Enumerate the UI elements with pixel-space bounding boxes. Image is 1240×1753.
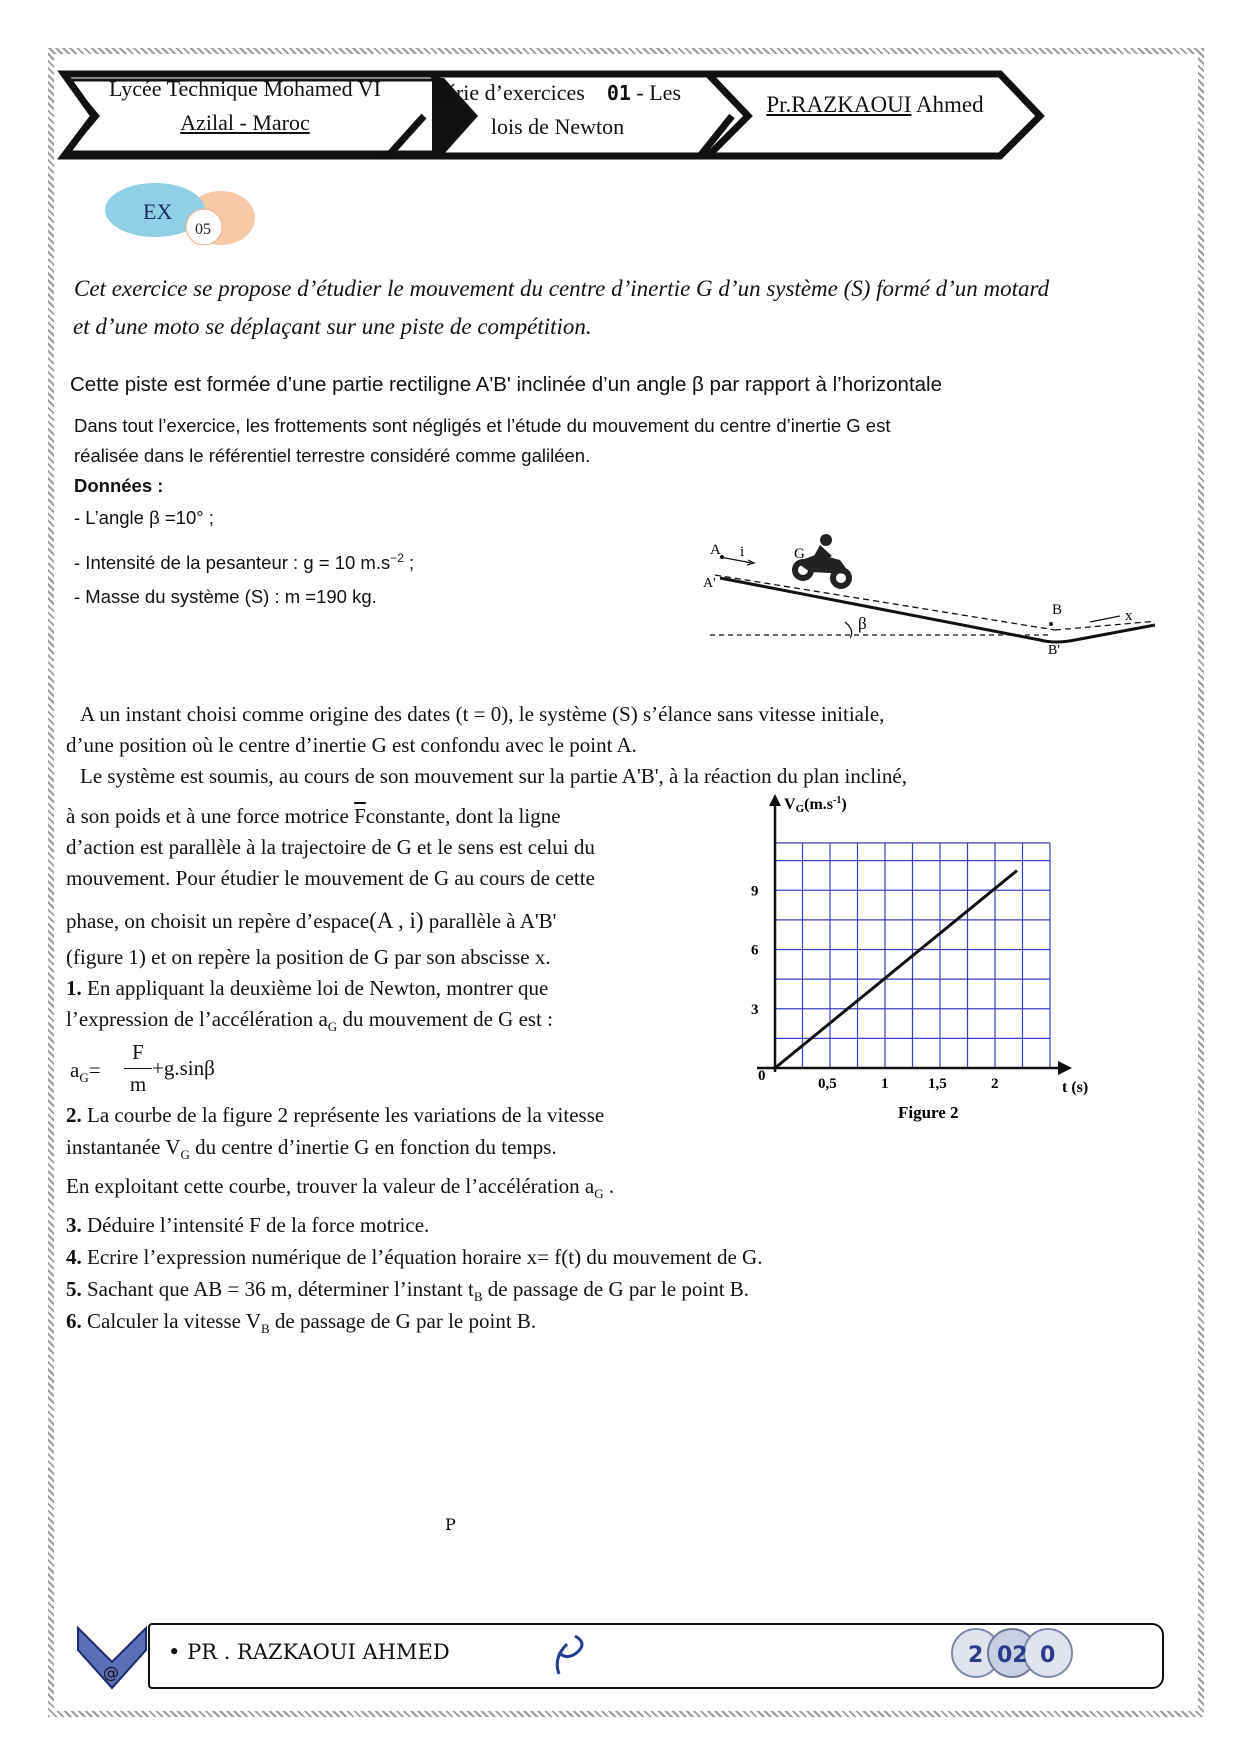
q1-sub: G bbox=[327, 1019, 338, 1035]
gravity-label: - Intensité de la pesanteur : g = 10 m.s bbox=[74, 552, 391, 574]
chart-origin: 0 bbox=[758, 1068, 766, 1084]
year-digit-3: 0 bbox=[1040, 1643, 1056, 1668]
assumptions-line1: Dans tout l’exercice, les frottements sont négligés et l’étude du mouvement du centre d’inertie G est bbox=[74, 415, 891, 436]
body-p2-line3: d’action est parallèle à la trajectoire de G et le sens est celui du bbox=[66, 835, 595, 859]
label-G: G bbox=[794, 546, 805, 562]
school-sep: - bbox=[234, 110, 253, 135]
intro-paragraph bbox=[74, 270, 1194, 346]
label-beta: β bbox=[858, 614, 867, 633]
question-3 bbox=[66, 1211, 429, 1239]
body-p2-line5 bbox=[66, 907, 556, 935]
p2-text-a: à son poids et à une force motrice bbox=[66, 804, 355, 828]
footer-at-symbol: @ bbox=[103, 1663, 119, 1682]
formula-denominator: m bbox=[129, 1072, 147, 1096]
repere-A-i: (A , i) bbox=[369, 908, 424, 933]
intro-line1: Cet exercice se propose d’étudier le mouvement du centre d’inertie G d’un système (S) formé d’un motard bbox=[74, 276, 1050, 301]
teacher-prefix: Pr.RAZKAOUI bbox=[766, 92, 912, 117]
formula-a-sub: G bbox=[79, 1070, 89, 1086]
question-2-line2 bbox=[66, 1133, 557, 1169]
formula-eq: = bbox=[88, 1058, 101, 1082]
data-title: Données : bbox=[74, 475, 164, 496]
intro-line2: et d’une moto se déplaçant sur une piste de compétition. bbox=[73, 314, 592, 339]
q1-text: En appliquant la deuxième loi de Newton, montrer que bbox=[81, 976, 549, 1000]
x-tick-label: 2 bbox=[991, 1076, 999, 1092]
chart-ylabel bbox=[784, 795, 847, 815]
x-tick-label: 1 bbox=[881, 1076, 889, 1092]
y-tick-label: 3 bbox=[751, 1001, 759, 1018]
ylabel-close: ) bbox=[841, 796, 847, 813]
y-axis-arrow bbox=[769, 794, 781, 806]
label-A-prime: A' bbox=[703, 576, 716, 591]
q2-line3-b: . bbox=[603, 1174, 615, 1198]
y-tick-label: 6 bbox=[751, 942, 759, 959]
formula-rest: +g.sinβ bbox=[152, 1056, 215, 1080]
series-block bbox=[420, 76, 695, 144]
track-description: Cette piste est formée d’une partie rectiligne A'B' inclinée d’un angle β par rapport à l’horizontale bbox=[70, 373, 943, 396]
footer-bullet: • bbox=[168, 1640, 181, 1664]
q6-text-a: Calculer la vitesse V bbox=[81, 1309, 261, 1333]
question-4 bbox=[66, 1243, 762, 1271]
q1-number: 1. bbox=[66, 976, 82, 1000]
school-country: Maroc bbox=[252, 110, 310, 135]
school-block bbox=[100, 72, 390, 140]
q6-sub: B bbox=[260, 1321, 270, 1337]
force-vector-F: $\overline{F}$ bbox=[354, 804, 366, 828]
year-digit-2: 02 bbox=[997, 1643, 1028, 1668]
series-title: Série d’exercices bbox=[433, 80, 585, 105]
question-6 bbox=[66, 1307, 536, 1343]
q2-line3-sub: G bbox=[594, 1186, 604, 1202]
body-p2-line2 bbox=[66, 802, 561, 830]
q5-number: 5. bbox=[66, 1277, 82, 1301]
question-2-line1 bbox=[66, 1101, 604, 1129]
data-angle: - L’angle β =10° ; bbox=[74, 507, 214, 528]
y-tick-label: 9 bbox=[751, 883, 759, 900]
ylabel-exp: -1 bbox=[833, 795, 842, 806]
label-i: i bbox=[740, 544, 745, 560]
question-1-line2 bbox=[66, 1005, 553, 1041]
gravity-end: ; bbox=[403, 552, 415, 574]
badge-num: 05 bbox=[195, 221, 211, 238]
data-mass: - Masse du système (S) : m =190 kg. bbox=[74, 586, 377, 607]
question-2-line3 bbox=[66, 1172, 614, 1208]
q5-sub: B bbox=[473, 1289, 483, 1305]
footer-teacher-name: PR . RAZKAOUI AHMED bbox=[187, 1640, 450, 1664]
teacher-name: Ahmed bbox=[911, 92, 984, 117]
q6-number: 6. bbox=[66, 1309, 82, 1333]
ylabel-main: V bbox=[784, 796, 796, 813]
figure1-track bbox=[700, 530, 1160, 670]
q2-line3-a: En exploitant cette courbe, trouver la valeur de l’accélération a bbox=[66, 1174, 595, 1198]
footer-year-badges bbox=[950, 1620, 1090, 1686]
question-5 bbox=[66, 1275, 749, 1311]
label-x: x bbox=[1125, 608, 1133, 624]
data-gravity bbox=[74, 543, 414, 578]
p2-line5-b: parallèle à A'B' bbox=[423, 909, 557, 933]
body-p2-line6: (figure 1) et on repère la position de G par son abscisse x. bbox=[66, 945, 551, 969]
q2-text: La courbe de la figure 2 représente les variations de la vitesse bbox=[81, 1103, 605, 1127]
formula-numerator: F bbox=[132, 1040, 144, 1064]
q4-text: Ecrire l’expression numérique de l’équation horaire x= f(t) du mouvement de G. bbox=[81, 1245, 763, 1269]
footer-chevron-icon bbox=[76, 1622, 148, 1692]
x-tick-label: 1,5 bbox=[928, 1076, 947, 1092]
series-subtitle: lois de Newton bbox=[490, 114, 625, 139]
label-B: B bbox=[1052, 602, 1063, 618]
q3-number: 3. bbox=[66, 1213, 82, 1237]
chart-xlabel: t (s) bbox=[1062, 1079, 1089, 1096]
q2-sub: G bbox=[180, 1147, 190, 1163]
footer-logo-glyph: P bbox=[445, 1515, 456, 1534]
exercise-badge bbox=[105, 180, 255, 250]
q3-text: Déduire l’intensité F de la force motrice. bbox=[81, 1213, 430, 1237]
teacher-block bbox=[740, 88, 1010, 122]
body-p1-line2: d’une position où le centre d’inertie G est confondu avec le point A. bbox=[66, 733, 637, 757]
figure2-chart bbox=[740, 790, 1110, 1140]
assumptions-line2: réalisée dans le référentiel terrestre considéré comme galiléen. bbox=[74, 445, 591, 466]
school-city: Azilal bbox=[180, 110, 234, 135]
formula-a: a bbox=[70, 1058, 80, 1082]
x-tick-label: 0,5 bbox=[818, 1076, 837, 1092]
body-p2-line4: mouvement. Pour étudier le mouvement de G au cours de cette bbox=[66, 866, 595, 890]
year-digit-1: 2 bbox=[968, 1643, 984, 1668]
p2-line5-a: phase, on choisit un repère d’espace bbox=[66, 909, 370, 933]
gravity-exp: −2 bbox=[390, 551, 404, 565]
label-B-prime: B' bbox=[1048, 643, 1060, 658]
q5-text-a: Sachant que AB = 36 m, déterminer l’instant t bbox=[81, 1277, 474, 1301]
q2-line2-b: du centre d’inertie G en fonction du temps. bbox=[189, 1135, 557, 1159]
footer-teacher bbox=[168, 1640, 450, 1664]
body-p2-line1: Le système est soumis, au cours de son mouvement sur la partie A'B', à la réaction du plan incliné, bbox=[80, 764, 907, 788]
q2-line2-a: instantanée V bbox=[66, 1135, 181, 1159]
q1-line2-b: du mouvement de G est : bbox=[337, 1007, 553, 1031]
school-name: Lycée Technique Mohamed VI bbox=[109, 76, 381, 101]
series-number: 01 bbox=[606, 81, 631, 105]
ylabel-unit: (m.s bbox=[804, 796, 834, 813]
q6-text-b: de passage de G par le point B. bbox=[269, 1309, 537, 1333]
footer-logo-icon bbox=[445, 1515, 591, 1680]
q1-line2-a: l’expression de l’accélération a bbox=[66, 1007, 328, 1031]
chart-axes bbox=[757, 794, 1072, 1075]
label-A: A bbox=[710, 542, 721, 558]
q2-number: 2. bbox=[66, 1103, 82, 1127]
p2-text-b: constante, dont la ligne bbox=[365, 804, 561, 828]
badge-ex: EX bbox=[143, 199, 173, 224]
series-rest: - Les bbox=[630, 80, 682, 105]
ylabel-sub: G bbox=[795, 803, 805, 815]
body-p1-line1: A un instant choisi comme origine des dates (t = 0), le système (S) s’élance sans vitesse initiale, bbox=[80, 702, 885, 726]
chart-title: Figure 2 bbox=[898, 1103, 959, 1122]
q5-text-b: de passage de G par le point B. bbox=[482, 1277, 750, 1301]
x-axis-arrow bbox=[1058, 1061, 1072, 1075]
q4-number: 4. bbox=[66, 1245, 82, 1269]
question-1-line1 bbox=[66, 974, 548, 1002]
